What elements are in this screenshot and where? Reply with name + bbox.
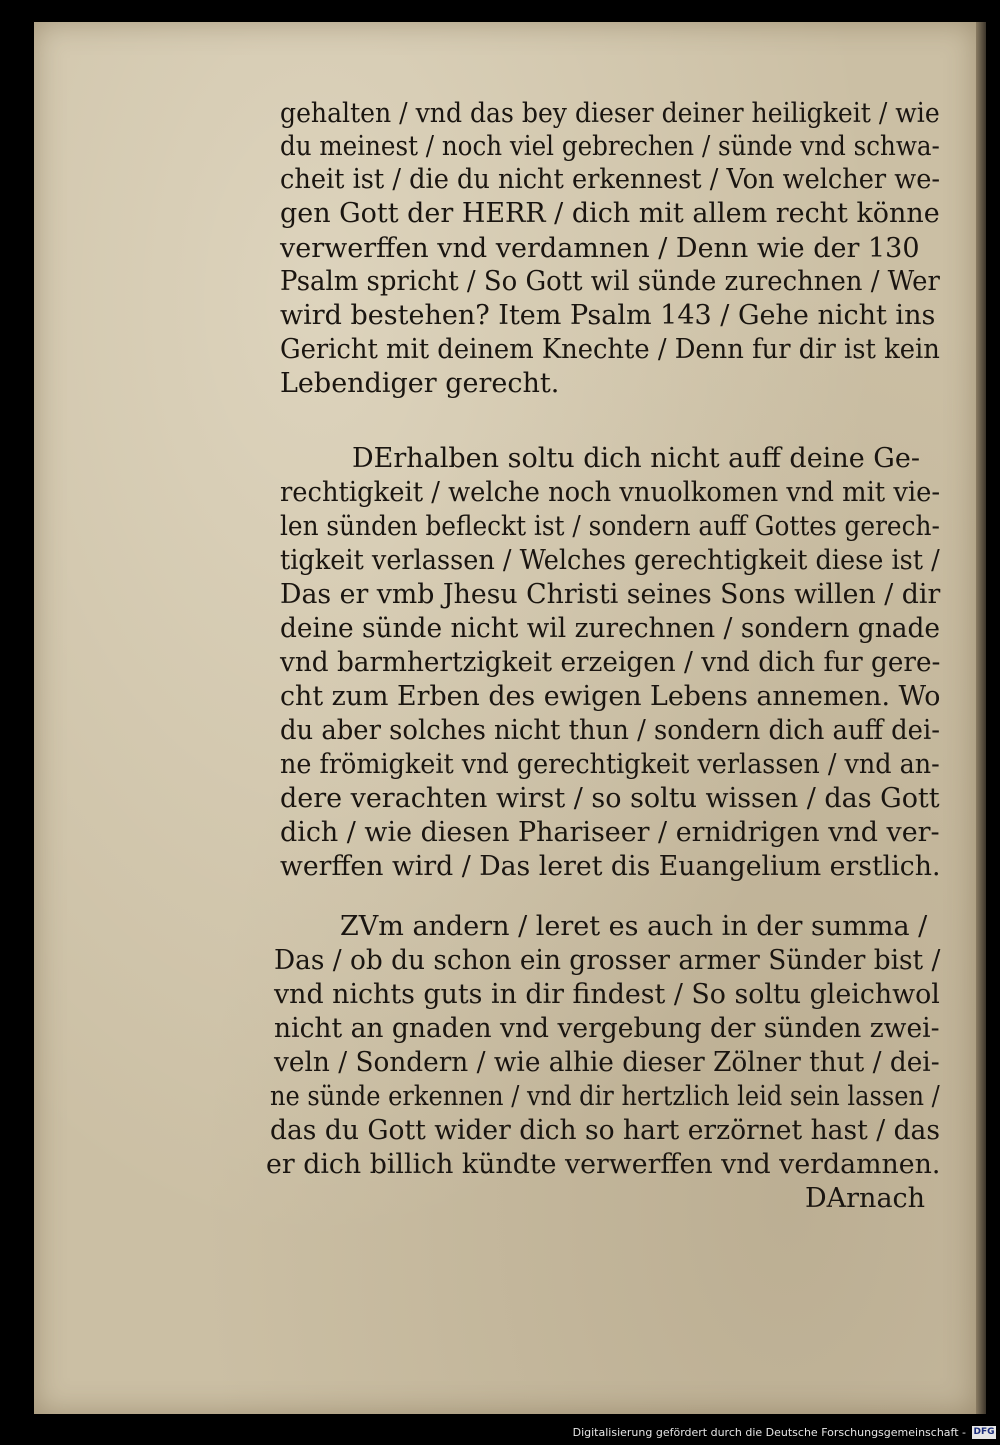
text-line: dere verachten wirst / so soltu wissen / das Gott <box>280 783 940 814</box>
text-line: du aber solches nicht thun / sondern dich auff dei- <box>280 715 940 746</box>
text-line: gen Gott der HERR / dich mit allem recht könne <box>280 198 940 229</box>
text-line: deine sünde nicht wil zurechnen / sondern gnade <box>280 613 940 644</box>
text-line: DErhalben soltu dich nicht auff deine Ge- <box>352 443 920 474</box>
text-line: vnd barmhertzigkeit erzeigen / vnd dich fur gere- <box>280 647 941 678</box>
text-line: er dich billich kündte verwerffen vnd verdamnen. <box>266 1149 941 1180</box>
catchword: DArnach <box>805 1183 926 1214</box>
text-line: wird bestehen? Item Psalm 143 / Gehe nicht ins <box>280 300 936 331</box>
text-line: vnd nichts guts in dir findest / So soltu gleichwol <box>274 979 940 1010</box>
text-line: ne sünde erkennen / vnd dir hertzlich leid sein lassen / <box>270 1081 940 1112</box>
text-line: Gericht mit deinem Knechte / Denn fur dir ist kein <box>280 334 940 365</box>
text-line: werffen wird / Das leret dis Euangelium erstlich. <box>280 851 941 882</box>
text-line: das du Gott wider dich so hart erzörnet hast / das <box>270 1115 940 1146</box>
text-line: rechtigkeit / welche noch vnuolkomen vnd mit vie- <box>280 477 941 508</box>
text-line: du meinest / noch viel gebrechen / sünde vnd schwa- <box>280 131 940 162</box>
text-line: len sünden befleckt ist / sondern auff Gottes gerech- <box>280 511 940 542</box>
text-line: veln / Sondern / wie alhie dieser Zölner thut / dei- <box>274 1047 940 1078</box>
footer-bar <box>0 1421 1000 1445</box>
text-line: verwerffen vnd verdamnen / Denn wie der 130 <box>280 233 920 264</box>
text-line: cheit ist / die du nicht erkennest / Von welcher we- <box>280 164 941 195</box>
text-line: dich / wie diesen Phariseer / ernidrigen vnd ver- <box>280 817 940 848</box>
text-line: ne frömigkeit vnd gerechtigkeit verlassen / vnd an- <box>280 749 940 780</box>
text-line: tigkeit verlassen / Welches gerechtigkeit diese ist / <box>280 545 940 576</box>
dfg-logo-icon: DFG <box>973 1427 995 1437</box>
text-line: Lebendiger gerecht. <box>280 368 560 399</box>
funding-credit: Digitalisierung gefördert durch die Deutsche Forschungsgemeinschaft - <box>572 1426 966 1439</box>
text-line: Das er vmb Jhesu Christi seines Sons willen / dir <box>280 579 941 610</box>
text-line: Das / ob du schon ein grosser armer Sünder bist / <box>274 945 941 976</box>
text-line: ZVm andern / leret es auch in der summa / <box>340 911 928 942</box>
text-line: cht zum Erben des ewigen Lebens annemen. Wo <box>280 681 941 712</box>
text-line: Psalm spricht / So Gott wil sünde zurechnen / Wer <box>280 266 940 297</box>
page-edge <box>976 22 986 1414</box>
text-line: nicht an gnaden vnd vergebung der sünden zwei- <box>274 1013 940 1044</box>
text-line: gehalten / vnd das bey dieser deiner heiligkeit / wie <box>280 98 940 129</box>
